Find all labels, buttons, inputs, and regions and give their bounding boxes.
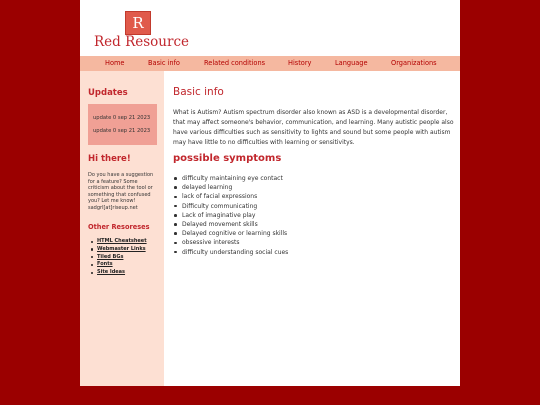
list-item: Delayed movement skills	[182, 220, 288, 229]
link-webmaster-links[interactable]: Webmaster Links	[97, 245, 146, 252]
nav-related-conditions[interactable]: Related conditions	[204, 59, 266, 67]
list-item: difficulty understanding social cues	[182, 248, 289, 256]
link-tiled-bgs[interactable]: Tiled BGs	[97, 254, 147, 262]
other-resources-heading: Other Resoreses	[88, 223, 150, 231]
list-item: obsessive interests	[182, 238, 288, 247]
update-item: update 0 sep 21 2023	[93, 115, 151, 121]
intro-paragraph: What is Autism? Autism spectrum disorder also known as ASD is a developmental disorder, that may affect someone's behavior, communication, and learning. Many autistic people also have various difficulties such as sensitivity to lights and sound but some people with autism may have little to no difficulties with learning or sensitivitys.	[173, 109, 454, 146]
nav-history[interactable]: History	[288, 59, 312, 67]
updates-heading: Updates	[88, 88, 128, 98]
list-item: Difficulty communicating	[182, 202, 288, 211]
list-item: Delayed cognitive or learning skills	[182, 230, 288, 238]
symptoms-heading: possible symptoms	[173, 153, 282, 164]
site-title[interactable]: Red Resource	[94, 34, 189, 50]
hi-text: Do you have a suggestion for a feature? Some criticism about the tool or something that confused you? Let me know! sadgrl[at]riseup.net	[88, 172, 154, 211]
page-title: Basic info	[173, 86, 224, 98]
updates-box	[88, 104, 157, 145]
nav-home[interactable]: Home	[105, 59, 125, 67]
update-item: update 0 sep 21 2023	[93, 128, 151, 134]
symptoms-list	[182, 174, 288, 257]
hi-heading: Hi there!	[88, 154, 131, 164]
link-fonts[interactable]: Fonts	[97, 261, 147, 269]
link-html-cheatsheet[interactable]: HTML Cheatsheet	[97, 238, 147, 244]
nav-language[interactable]: Language	[335, 59, 368, 67]
nav-basic-info[interactable]: Basic info	[148, 59, 180, 67]
link-site-ideas[interactable]: Site Ideas	[97, 269, 147, 277]
list-item: delayed learning	[182, 183, 288, 192]
list-item: difficulty maintaining eye contact	[182, 174, 288, 183]
nav-organizations[interactable]: Organizations	[391, 59, 437, 67]
list-item: Lack of imaginative play	[182, 211, 288, 220]
logo-letter: R	[132, 14, 144, 32]
sidebar-content	[80, 0, 164, 386]
list-item: lack of facial expressions	[182, 192, 288, 201]
resource-links	[97, 238, 147, 277]
